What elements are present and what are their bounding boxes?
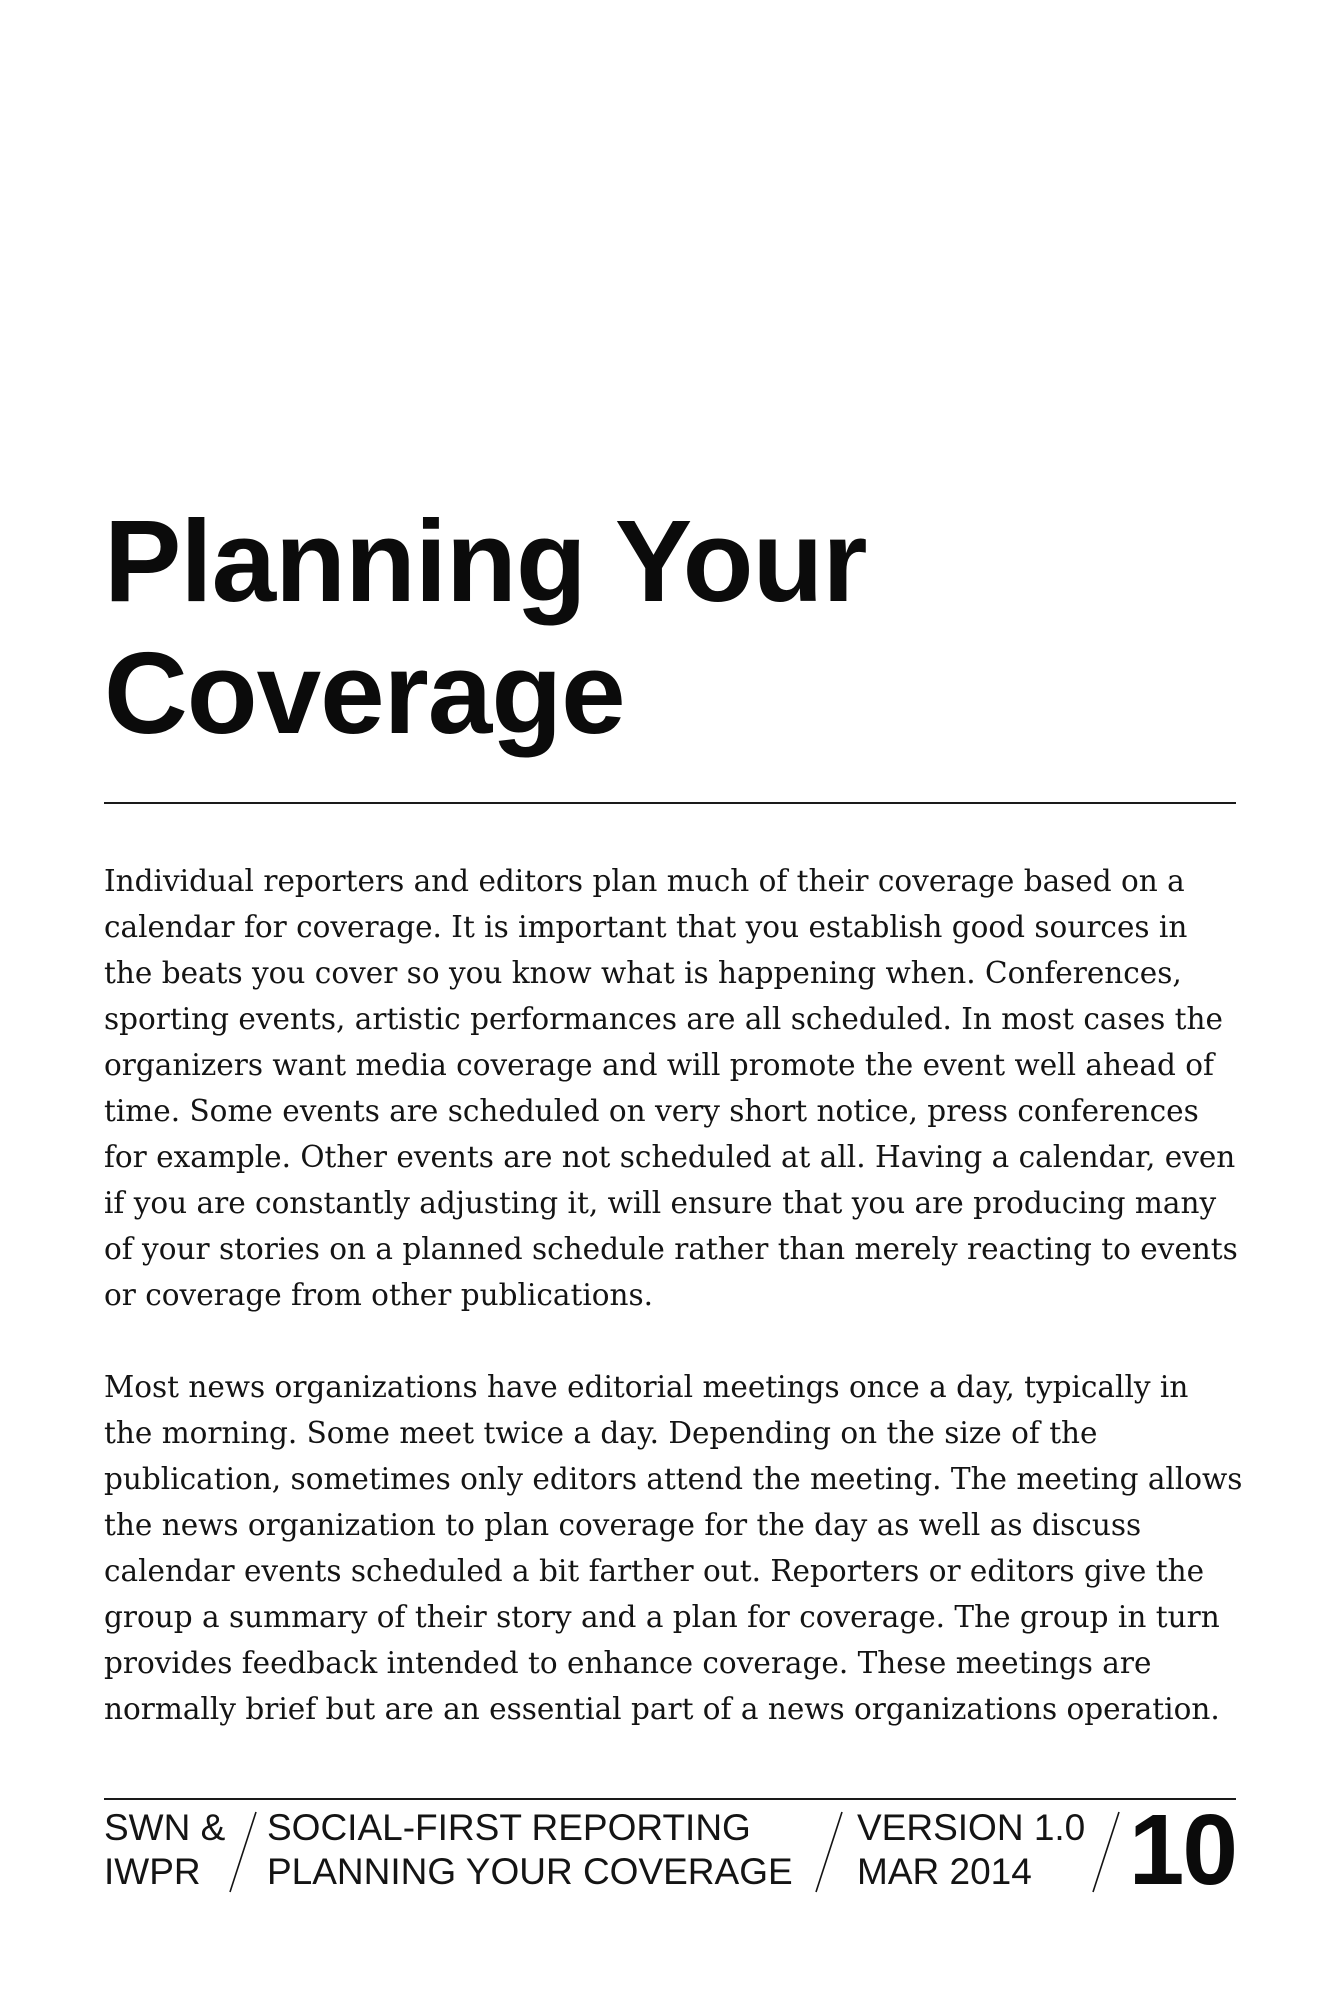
footer-version-date: MAR 2014 [857, 1851, 1032, 1892]
footer-version [857, 1806, 1085, 1894]
paragraph-1: Individual reporters and editors plan much of their coverage based on a calendar for coverage. It is important that you establish good sources in the beats you cover so you know what is happening when. Conferences, sporting events, artistic performances are all scheduled. In most cases the organizers want media coverage and will promote the event well ahead of time. Some events are scheduled on very short notice, press conferences for example. Other events are not scheduled at all. Having a calendar, even if you are constantly adjusting it, will ensure that you are producing many of your stories on a planned schedule rather than merely reacting to events or coverage from other publications. [104, 864, 1238, 1312]
slash-separator-icon [1091, 1810, 1121, 1894]
slash-separator-icon [228, 1810, 258, 1894]
footer-version-number: VERSION 1.0 [857, 1807, 1086, 1848]
paragraph-2: Most news organizations have editorial meetings once a day, typically in the morning. Some meet twice a day. Depending on the size of the publication, sometimes only editors attend the meeting. The meeting allows the news organization to plan coverage for the day as well as discuss calendar events scheduled a bit farther out. Reporters or editors give the group a summary of their story and a plan for coverage. The group in turn provides feedback intended to enhance coverage. These meetings are normally brief but are an essential part of a news organizations operation. [104, 1370, 1243, 1726]
footer-divider [104, 1798, 1236, 1800]
page-title-line-2: Coverage [104, 628, 625, 758]
footer-organization [104, 1806, 225, 1894]
slash-separator-icon [814, 1810, 844, 1894]
page-title-line-1: Planning Your [104, 496, 867, 626]
footer-document [267, 1806, 793, 1894]
footer-org-line-2: IWPR [104, 1851, 201, 1892]
body-text [104, 858, 1244, 1778]
footer-doc-title: SOCIAL-FIRST REPORTING [267, 1807, 751, 1848]
footer-org-line-1: SWN & [104, 1807, 226, 1848]
title-divider [104, 802, 1236, 804]
page-number: 10 [1128, 1794, 1236, 1906]
page-footer [104, 1794, 1236, 1906]
page-title [104, 495, 1244, 759]
footer-doc-section: PLANNING YOUR COVERAGE [267, 1851, 793, 1892]
